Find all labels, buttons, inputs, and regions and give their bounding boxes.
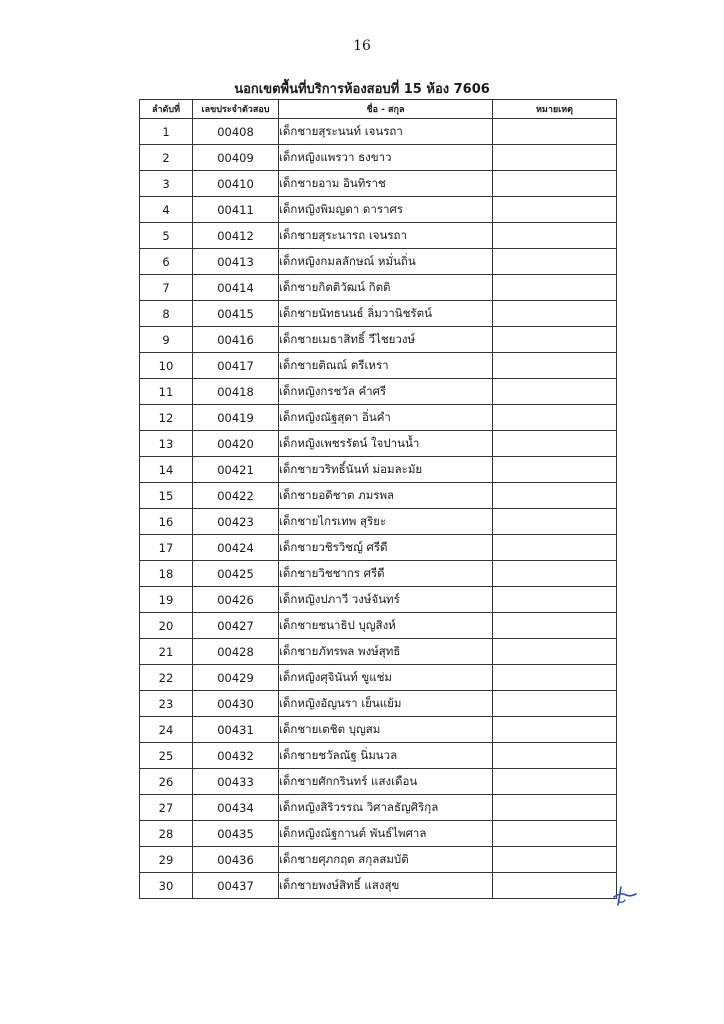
row-remark-cell <box>493 457 617 483</box>
table-row <box>140 639 617 665</box>
row-order-cell: 29 <box>140 847 193 873</box>
row-exam-id-cell: 00428 <box>193 639 279 665</box>
table-row <box>140 535 617 561</box>
row-order-cell: 23 <box>140 691 193 717</box>
row-order-cell: 24 <box>140 717 193 743</box>
page-number: 16 <box>353 38 371 54</box>
row-exam-id-cell: 00434 <box>193 795 279 821</box>
row-remark-cell <box>493 301 617 327</box>
row-name-cell: เด็กชายวชิรวิชญ์ ศรีดี <box>279 535 493 561</box>
table-row <box>140 821 617 847</box>
row-order-cell: 14 <box>140 457 193 483</box>
table-row <box>140 379 617 405</box>
row-name-cell: เด็กชายนัทธนนธ์ ลิ่มวานิชรัตน์ <box>279 301 493 327</box>
table-row <box>140 249 617 275</box>
row-remark-cell <box>493 795 617 821</box>
row-exam-id-cell: 00435 <box>193 821 279 847</box>
row-exam-id-cell: 00412 <box>193 223 279 249</box>
row-order-cell: 17 <box>140 535 193 561</box>
row-remark-cell <box>493 379 617 405</box>
row-remark-cell <box>493 717 617 743</box>
table-row <box>140 327 617 353</box>
row-remark-cell <box>493 769 617 795</box>
row-exam-id-cell: 00414 <box>193 275 279 301</box>
row-exam-id-cell: 00410 <box>193 171 279 197</box>
row-exam-id-cell: 00427 <box>193 613 279 639</box>
row-exam-id-cell: 00437 <box>193 873 279 899</box>
row-order-cell: 20 <box>140 613 193 639</box>
row-remark-cell <box>493 171 617 197</box>
row-remark-cell <box>493 405 617 431</box>
row-order-cell: 21 <box>140 639 193 665</box>
table-row <box>140 561 617 587</box>
table-row <box>140 795 617 821</box>
table-body <box>140 119 617 899</box>
row-name-cell: เด็กหญิงศุจินันท์ ขูแช่ม <box>279 665 493 691</box>
table-row <box>140 405 617 431</box>
row-order-cell: 28 <box>140 821 193 847</box>
row-order-cell: 18 <box>140 561 193 587</box>
row-name-cell: เด็กชายศุภกฤต สกุลสมบัติ <box>279 847 493 873</box>
row-remark-cell <box>493 561 617 587</box>
row-order-cell: 2 <box>140 145 193 171</box>
row-name-cell: เด็กหญิงแพรวา ธงขาว <box>279 145 493 171</box>
row-name-cell: เด็กชายไกรเทพ สุริยะ <box>279 509 493 535</box>
row-name-cell: เด็กชายติณณ์ ตรีเหรา <box>279 353 493 379</box>
row-order-cell: 1 <box>140 119 193 145</box>
row-name-cell: เด็กหญิงณัฐสุดา อิ่นคำ <box>279 405 493 431</box>
table-row <box>140 587 617 613</box>
table-header-row <box>140 100 617 119</box>
row-name-cell: เด็กหญิงณัฐกานต์ พันธ์ไพศาล <box>279 821 493 847</box>
row-order-cell: 5 <box>140 223 193 249</box>
row-order-cell: 30 <box>140 873 193 899</box>
row-order-cell: 10 <box>140 353 193 379</box>
table-row <box>140 301 617 327</box>
table-row <box>140 613 617 639</box>
row-order-cell: 6 <box>140 249 193 275</box>
row-exam-id-cell: 00408 <box>193 119 279 145</box>
row-remark-cell <box>493 353 617 379</box>
table-row <box>140 847 617 873</box>
row-exam-id-cell: 00430 <box>193 691 279 717</box>
row-name-cell: เด็กชายเมธาสิทธิ์ วีไชยวงษ์ <box>279 327 493 353</box>
row-name-cell: เด็กหญิงสิริวรรณ วิศาลธัญศิริกุล <box>279 795 493 821</box>
header-name: ชื่อ - สกุล <box>279 100 493 119</box>
row-exam-id-cell: 00421 <box>193 457 279 483</box>
row-exam-id-cell: 00425 <box>193 561 279 587</box>
row-order-cell: 11 <box>140 379 193 405</box>
row-exam-id-cell: 00426 <box>193 587 279 613</box>
table-row <box>140 145 617 171</box>
row-order-cell: 3 <box>140 171 193 197</box>
row-remark-cell <box>493 743 617 769</box>
header-remarks: หมายเหตุ <box>493 100 617 119</box>
row-exam-id-cell: 00422 <box>193 483 279 509</box>
row-remark-cell <box>493 145 617 171</box>
row-remark-cell <box>493 873 617 899</box>
row-remark-cell <box>493 535 617 561</box>
row-name-cell: เด็กชายพงษ์สิทธิ์ แสงสุข <box>279 873 493 899</box>
row-name-cell: เด็กชายสุระนารถ เจนรถา <box>279 223 493 249</box>
row-name-cell: เด็กชายชวัลณัฐ นิ่มนวล <box>279 743 493 769</box>
row-name-cell: เด็กชายภัทรพล พงษ์สุทธิ <box>279 639 493 665</box>
row-name-cell: เด็กชายอดิชาต ภมรพล <box>279 483 493 509</box>
table-row <box>140 119 617 145</box>
row-remark-cell <box>493 847 617 873</box>
row-name-cell: เด็กหญิงพิมญดา ดาราศร <box>279 197 493 223</box>
row-remark-cell <box>493 119 617 145</box>
row-exam-id-cell: 00416 <box>193 327 279 353</box>
row-order-cell: 16 <box>140 509 193 535</box>
row-exam-id-cell: 00433 <box>193 769 279 795</box>
row-exam-id-cell: 00431 <box>193 717 279 743</box>
row-remark-cell <box>493 483 617 509</box>
row-name-cell: เด็กหญิงกรชวัล คำศรี <box>279 379 493 405</box>
row-remark-cell <box>493 197 617 223</box>
row-order-cell: 8 <box>140 301 193 327</box>
row-exam-id-cell: 00418 <box>193 379 279 405</box>
table-row <box>140 483 617 509</box>
header-order: ลำดับที่ <box>140 100 193 119</box>
table-row <box>140 509 617 535</box>
row-exam-id-cell: 00409 <box>193 145 279 171</box>
row-remark-cell <box>493 327 617 353</box>
table-row <box>140 223 617 249</box>
row-remark-cell <box>493 613 617 639</box>
row-name-cell: เด็กหญิงอัญนรา เย็นแย้ม <box>279 691 493 717</box>
table-row <box>140 769 617 795</box>
table-row <box>140 171 617 197</box>
row-remark-cell <box>493 431 617 457</box>
document-title: นอกเขตพื้นที่บริการห้องสอบที่ 15 ห้อง 7606 <box>234 82 490 97</box>
row-name-cell: เด็กชายกิตติวัฒน์ กิตติ <box>279 275 493 301</box>
table-row <box>140 275 617 301</box>
row-exam-id-cell: 00429 <box>193 665 279 691</box>
row-order-cell: 27 <box>140 795 193 821</box>
row-exam-id-cell: 00415 <box>193 301 279 327</box>
row-remark-cell <box>493 587 617 613</box>
row-exam-id-cell: 00413 <box>193 249 279 275</box>
examinee-roster-table <box>139 99 617 899</box>
row-remark-cell <box>493 509 617 535</box>
row-remark-cell <box>493 223 617 249</box>
row-exam-id-cell: 00411 <box>193 197 279 223</box>
table-row <box>140 431 617 457</box>
row-order-cell: 7 <box>140 275 193 301</box>
row-name-cell: เด็กชายวิชชากร ศรีดี <box>279 561 493 587</box>
row-order-cell: 26 <box>140 769 193 795</box>
row-exam-id-cell: 00436 <box>193 847 279 873</box>
table-row <box>140 457 617 483</box>
row-name-cell: เด็กชายสุระนนท์ เจนรถา <box>279 119 493 145</box>
handwritten-mark-icon <box>612 884 638 908</box>
row-exam-id-cell: 00417 <box>193 353 279 379</box>
row-name-cell: เด็กชายวริทธิ์นันท์ ม่อมละมัย <box>279 457 493 483</box>
row-exam-id-cell: 00432 <box>193 743 279 769</box>
row-remark-cell <box>493 249 617 275</box>
row-order-cell: 22 <box>140 665 193 691</box>
row-remark-cell <box>493 691 617 717</box>
table-row <box>140 691 617 717</box>
row-name-cell: เด็กชายอาม อินทิราช <box>279 171 493 197</box>
row-name-cell: เด็กหญิงปภาวี วงษ์จันทร์ <box>279 587 493 613</box>
table-row <box>140 197 617 223</box>
header-exam-id: เลขประจำตัวสอบ <box>193 100 279 119</box>
row-order-cell: 25 <box>140 743 193 769</box>
table-row <box>140 665 617 691</box>
row-order-cell: 9 <box>140 327 193 353</box>
row-remark-cell <box>493 821 617 847</box>
row-name-cell: เด็กหญิงเพชรรัตน์ ใจปานน้ำ <box>279 431 493 457</box>
row-exam-id-cell: 00423 <box>193 509 279 535</box>
row-remark-cell <box>493 275 617 301</box>
row-remark-cell <box>493 665 617 691</box>
row-order-cell: 12 <box>140 405 193 431</box>
table-row <box>140 353 617 379</box>
row-exam-id-cell: 00420 <box>193 431 279 457</box>
row-exam-id-cell: 00424 <box>193 535 279 561</box>
row-exam-id-cell: 00419 <box>193 405 279 431</box>
row-order-cell: 15 <box>140 483 193 509</box>
row-order-cell: 19 <box>140 587 193 613</box>
row-name-cell: เด็กชายศักกรินทร์ แสงเดือน <box>279 769 493 795</box>
table-row <box>140 873 617 899</box>
row-order-cell: 4 <box>140 197 193 223</box>
row-remark-cell <box>493 639 617 665</box>
row-order-cell: 13 <box>140 431 193 457</box>
table-row <box>140 743 617 769</box>
table-row <box>140 717 617 743</box>
row-name-cell: เด็กชายชนาธิป บุญสิงห์ <box>279 613 493 639</box>
row-name-cell: เด็กชายเตชิต บุญสม <box>279 717 493 743</box>
row-name-cell: เด็กหญิงกมลลักษณ์ หมั่นถิ่น <box>279 249 493 275</box>
